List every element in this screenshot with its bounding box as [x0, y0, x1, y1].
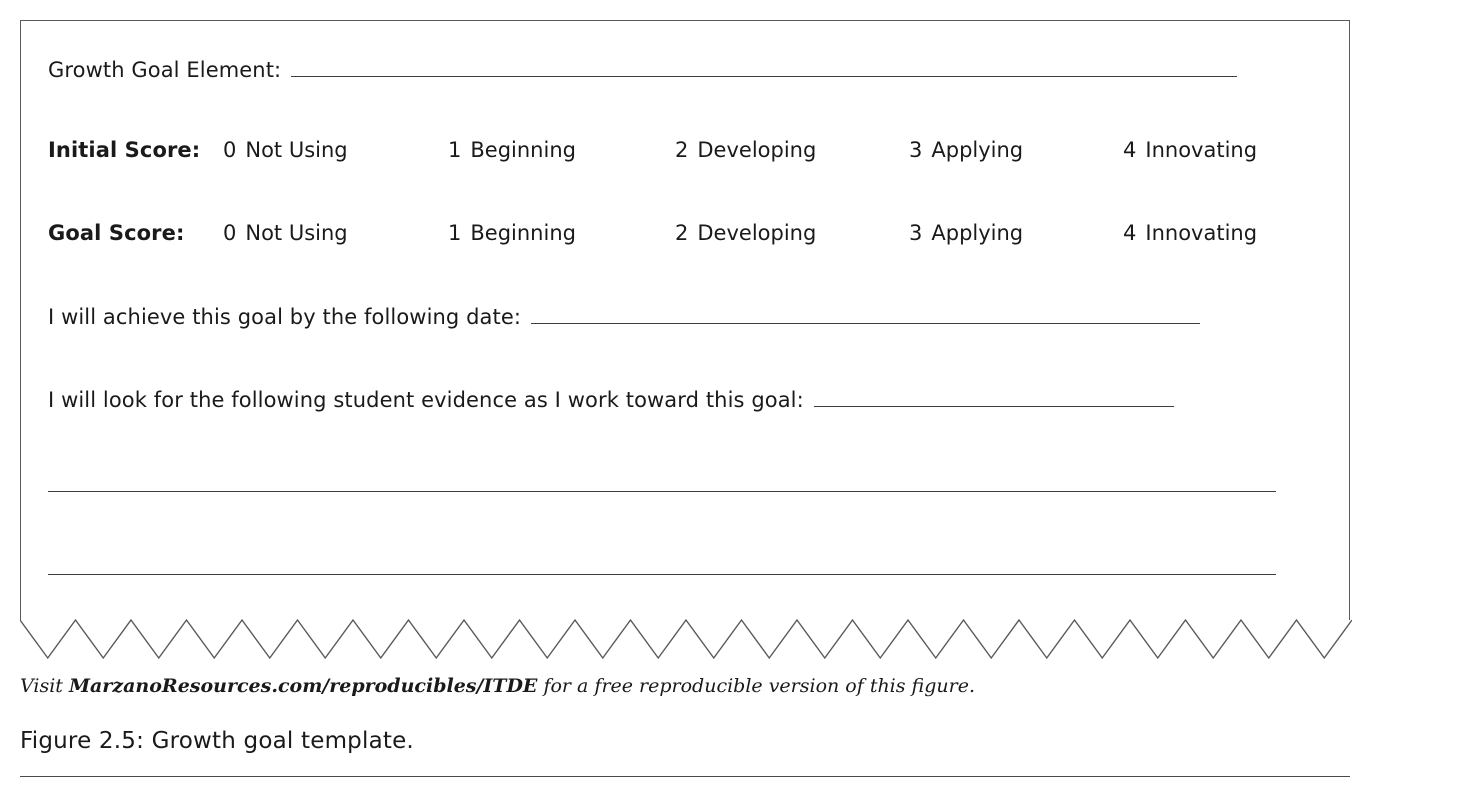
student-evidence-label: I will look for the following student evidence as I work toward this goal: [48, 388, 804, 412]
initial-score-option-3-label: Applying [931, 138, 1024, 162]
visit-url[interactable]: MarzanoResources.com/reproducibles/ITDE [68, 675, 538, 697]
initial-score-option-4-number: 4 [1123, 138, 1137, 162]
goal-score-option-1-label: Beginning [470, 221, 576, 245]
achieve-date-row [48, 305, 1200, 329]
goal-score-option-3-label: Applying [931, 221, 1024, 245]
goal-score-option-0[interactable] [223, 221, 348, 245]
initial-score-option-1-label: Beginning [470, 138, 576, 162]
initial-score-option-4-label: Innovating [1145, 138, 1258, 162]
initial-score-option-2[interactable] [675, 138, 816, 162]
student-evidence-input-rule-2[interactable] [48, 490, 1276, 492]
growth-goal-element-input-rule[interactable] [291, 75, 1237, 77]
initial-score-option-1-number: 1 [448, 138, 462, 162]
initial-score-option-1[interactable] [448, 138, 576, 162]
goal-score-option-3[interactable] [909, 221, 1023, 245]
goal-score-option-0-number: 0 [223, 221, 237, 245]
student-evidence-input-rule-3[interactable] [48, 573, 1276, 575]
torn-paper-edge [20, 618, 1352, 662]
growth-goal-element-row [48, 58, 1237, 82]
goal-score-option-3-number: 3 [909, 221, 923, 245]
goal-score-row [48, 221, 1328, 251]
initial-score-option-4[interactable] [1123, 138, 1257, 162]
achieve-date-label: I will achieve this goal by the following date: [48, 305, 522, 329]
page-bottom-rule [20, 775, 1350, 777]
visit-suffix: for a free reproducible version of this figure. [537, 675, 975, 697]
initial-score-option-2-number: 2 [675, 138, 689, 162]
achieve-date-input-rule[interactable] [531, 322, 1200, 324]
initial-score-label: Initial Score: [48, 138, 201, 162]
student-evidence-row [48, 388, 1174, 412]
growth-goal-element-label: Growth Goal Element: [48, 58, 282, 82]
initial-score-row [48, 138, 1328, 168]
initial-score-option-0[interactable] [223, 138, 348, 162]
goal-score-label: Goal Score: [48, 221, 185, 245]
goal-score-option-4[interactable] [1123, 221, 1257, 245]
goal-score-option-1-number: 1 [448, 221, 462, 245]
goal-score-option-0-label: Not Using [245, 221, 348, 245]
visit-prefix: Visit [20, 675, 69, 697]
goal-score-option-2-number: 2 [675, 221, 689, 245]
reproducible-visit-line [20, 675, 975, 697]
initial-score-option-2-label: Developing [697, 138, 817, 162]
initial-score-option-0-label: Not Using [245, 138, 348, 162]
goal-score-option-2[interactable] [675, 221, 816, 245]
goal-score-option-2-label: Developing [697, 221, 817, 245]
goal-score-option-4-label: Innovating [1145, 221, 1258, 245]
goal-score-option-4-number: 4 [1123, 221, 1137, 245]
figure-caption: Figure 2.5: Growth goal template. [20, 728, 414, 754]
student-evidence-input-rule-1[interactable] [814, 405, 1174, 407]
initial-score-option-3[interactable] [909, 138, 1023, 162]
goal-score-option-1[interactable] [448, 221, 576, 245]
initial-score-option-3-number: 3 [909, 138, 923, 162]
initial-score-option-0-number: 0 [223, 138, 237, 162]
